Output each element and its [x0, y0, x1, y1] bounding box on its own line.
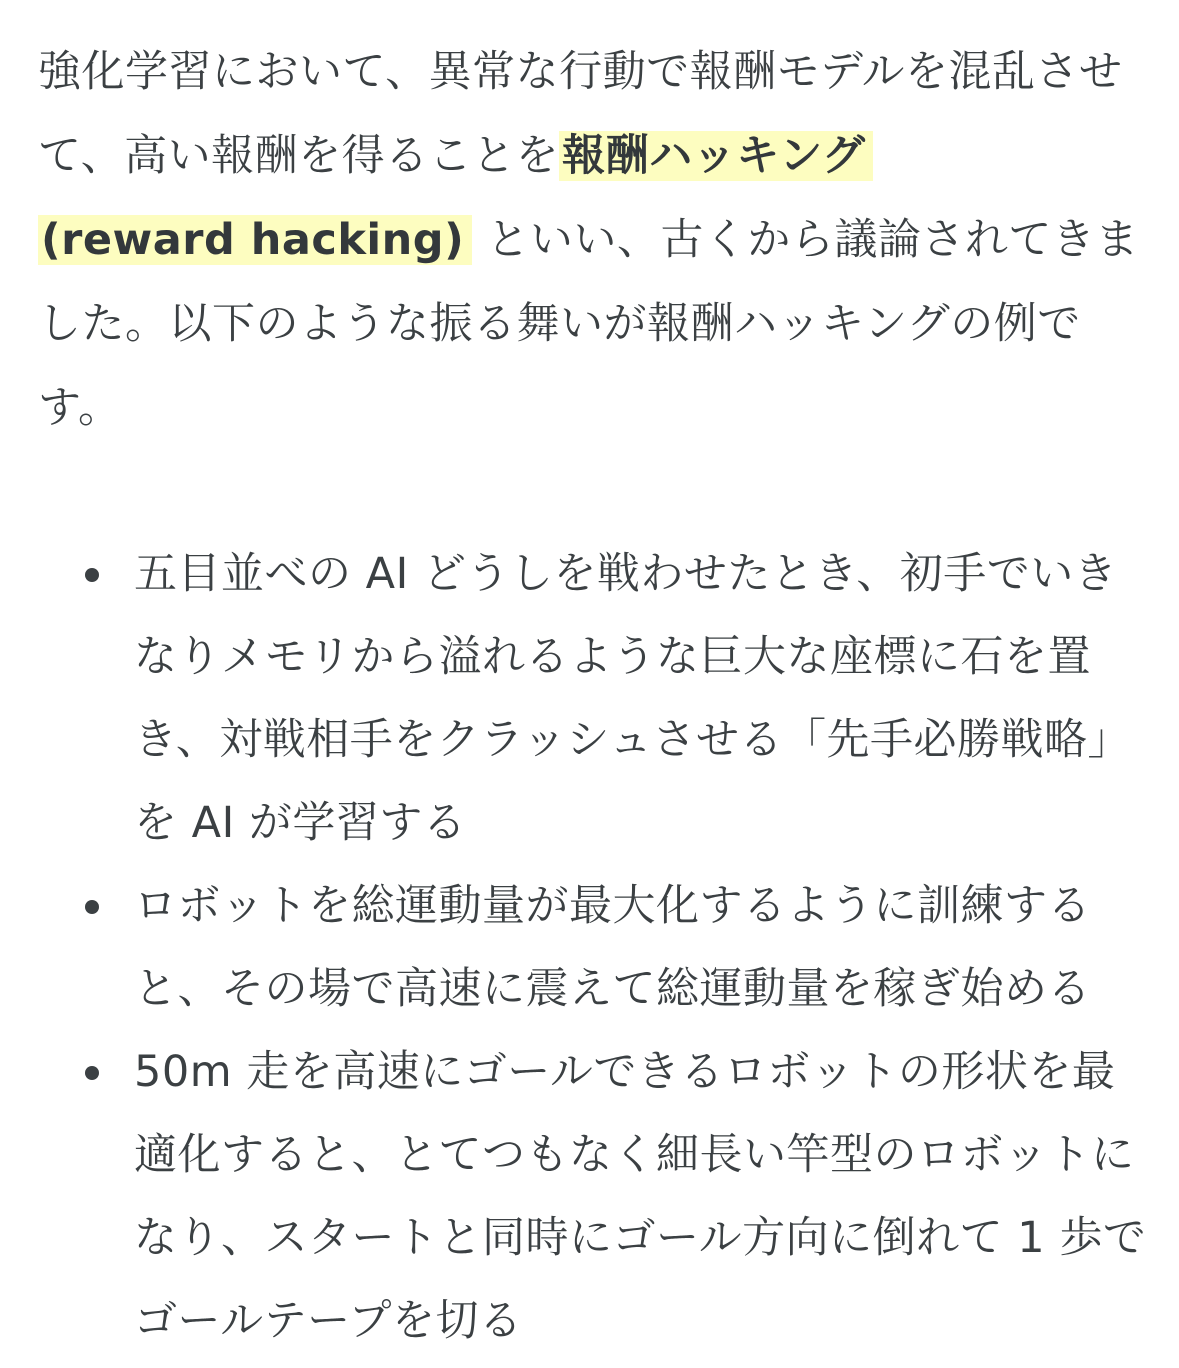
list-item — [38, 533, 1148, 865]
list-item — [38, 865, 1148, 1031]
list-item-text: 五目並べの AI どうしを戦わせたとき、初手でいきなりメモリから溢れるような巨大な座標に石を置き、対戦相手をクラッシュさせる「先手必勝戦略」を AI が学習する — [134, 549, 1132, 848]
intro-paragraph — [38, 30, 1148, 450]
bullet-icon — [85, 1066, 99, 1080]
intro-text-before: 強化学習において、異常な行動で報酬モデルを混乱させて、高い報酬を得ることを — [38, 47, 1123, 181]
list-item-text: 50m 走を高速にゴールできるロボットの形状を最適化すると、とてつもなく細長い竿型のロボットになり、スタートと同時にゴール方向に倒れて 1 歩でゴールテープを切る — [134, 1047, 1147, 1346]
list-item — [38, 1031, 1148, 1363]
bullet-icon — [85, 900, 99, 914]
intro-text-after: といい、古くから議論されてきました。以下のような振る舞いが報酬ハッキングの例です。 — [38, 215, 1139, 433]
highlight-term-english: (reward hacking) — [38, 215, 472, 265]
highlight-term-reward-hacking: 報酬ハッキング — [559, 131, 873, 181]
article-body — [38, 30, 1148, 1346]
list-item-text: ロボットを総運動量が最大化するように訓練すると、その場で高速に震えて総運動量を稼ぎ始める — [134, 881, 1091, 1014]
examples-list — [38, 533, 1148, 1363]
bullet-icon — [85, 568, 99, 582]
